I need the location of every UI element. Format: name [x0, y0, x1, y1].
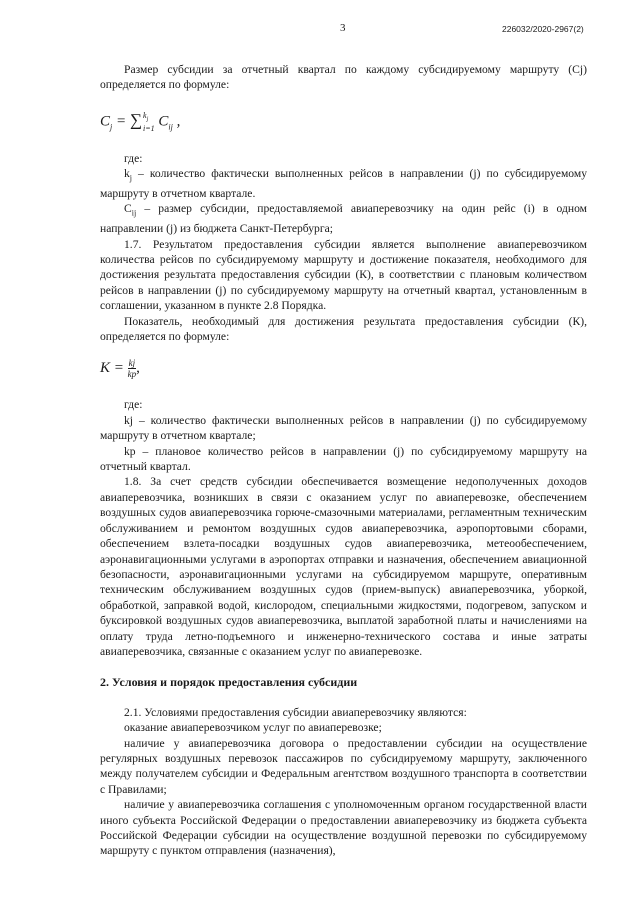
formula-cj-eq: = [112, 113, 130, 130]
sum-upper-sub: j [146, 116, 149, 123]
document-body [100, 62, 587, 859]
where-label-2: где: [124, 398, 143, 412]
definition-cij-text: – размер субсидии, предоставляемой авиаперевозчику на один рейс (i) в одном направлении (j) из бюджета Санкт-Петербурга; [100, 202, 587, 236]
formula-cj [100, 111, 587, 135]
sum-lower: i=1 [143, 124, 155, 134]
formula-cj-lhs: C [100, 113, 111, 130]
definition-kj-symbol-sub: j [129, 173, 133, 183]
sum-upper: k [143, 110, 147, 120]
formula-cj-term: C [154, 113, 169, 130]
condition-2: наличие у авиаперевозчика договора о предоставлении субсидии на осуществление регулярных воздушных перевозок пассажиров по субсидируемому маршруту, заключенного между получателем субсидии и Федеральным агентством воздушного транспорта в соответствии с Правилами; [100, 736, 587, 796]
formula-k-numerator: kj [128, 358, 136, 369]
formula-k-lhs: K = [100, 360, 128, 377]
definition-kj-2: kj – количество фактически выполненных рейсов в направлении (j) по субсидируемому маршруту в отчетном квартале; [100, 413, 587, 443]
paragraph-subsidy-size: Размер субсидии за отчетный квартал по каждому субсидируемому маршруту (Cj) определяется по формуле: [100, 63, 587, 92]
definition-kp: kp – плановое количество рейсов в направлении (j) по субсидируемому маршруту на отчетный квартал. [100, 444, 587, 474]
definition-kj [100, 166, 587, 201]
page-number: 3 [340, 22, 346, 34]
formula-k-denominator: kp [127, 369, 137, 380]
formula-k [100, 358, 587, 379]
formula-k-fraction [128, 358, 137, 379]
paragraph-2-1: 2.1. Условиями предоставления субсидии авиаперевозчику являются: [124, 705, 467, 719]
formula-cj-term-sub: ij [168, 122, 173, 132]
formula-cj-lhs-sub: j [110, 122, 113, 132]
definition-kj-symbol: k [124, 167, 130, 181]
sum-limits [143, 111, 155, 134]
definition-cij-symbol: C [124, 202, 132, 216]
condition-3: наличие у авиаперевозчика соглашения с уполномоченным органом государственной власти иного субъекта Российской Федерации о предоставлении авиаперевозчику из бюджета субъекта Российской Федерации субсидии на осуществление воздушной перевозки по субсидируемому маршруту с пунктом отправления (назначения), [100, 798, 587, 858]
definition-kj-text: – количество фактически выполненных рейсов в направлении (j) по субсидируемому маршруту в отчетном квартале. [100, 167, 587, 201]
where-label-1: где: [124, 151, 143, 165]
definition-cij [100, 201, 587, 236]
condition-1: оказание авиаперевозчиком услуг по авиаперевозке; [124, 721, 382, 735]
section-2-heading: 2. Условия и порядок предоставления субсидии [100, 675, 358, 690]
paragraph-1-8: 1.8. За счет средств субсидии обеспечивается возмещение недополученных доходов авиаперевозчика, возникших в связи с оказанием услуг по авиаперевозке, обеспечением воздушных судов авиаперевозчика горюче-смазочными материалами, регламентным техническим обслуживанием и ремонтом воздушных судов авиаперевозчика, аэропортовыми сборами, обеспечением взлета-посадки воздушных судов авиаперевозчика, метеообеспечением, аэронавигационными услугами в аэропортах отправки и назначения, обеспечением авиационной безопасности, аэронавигационными услугами на субсидируемом маршруте, оперативным техническим обслуживанием воздушных судов (прием-выпуск) авиаперевозчика, уборкой, обработкой, заправкой водой, кислородом, специальными жидкостями, подогревом, запуском и буксировкой воздушных судов авиаперевозчика, выплатой заработной платы и начислениями на оплату труда летно-подъемного и инженерно-технического состава и иные затраты авиаперевозчика, связанные с оказанием услуг по авиаперевозке. [100, 475, 587, 658]
formula-k-end: , [136, 360, 140, 377]
definition-cij-symbol-sub: ij [131, 208, 137, 218]
paragraph-1-7: 1.7. Результатом предоставления субсидии является выполнение авиаперевозчиком количества рейсов по субсидируемому маршруту и достижение показателя, необходимого для достижения результата предоставления субсидии (К), в соответствии с плановым количеством рейсов в направлении (j) по субсидируемому маршруту на отчетный квартал, установленным в соглашении, указанном в пункте 2.8 Порядка. [100, 237, 587, 313]
sum-operator: ∑ [129, 110, 142, 130]
document-number: 226032/2020-2967(2) [502, 24, 584, 34]
formula-cj-end: , [172, 113, 181, 130]
paragraph-indicator: Показатель, необходимый для достижения результата предоставления субсидии (К), определяется по формуле: [100, 314, 587, 344]
